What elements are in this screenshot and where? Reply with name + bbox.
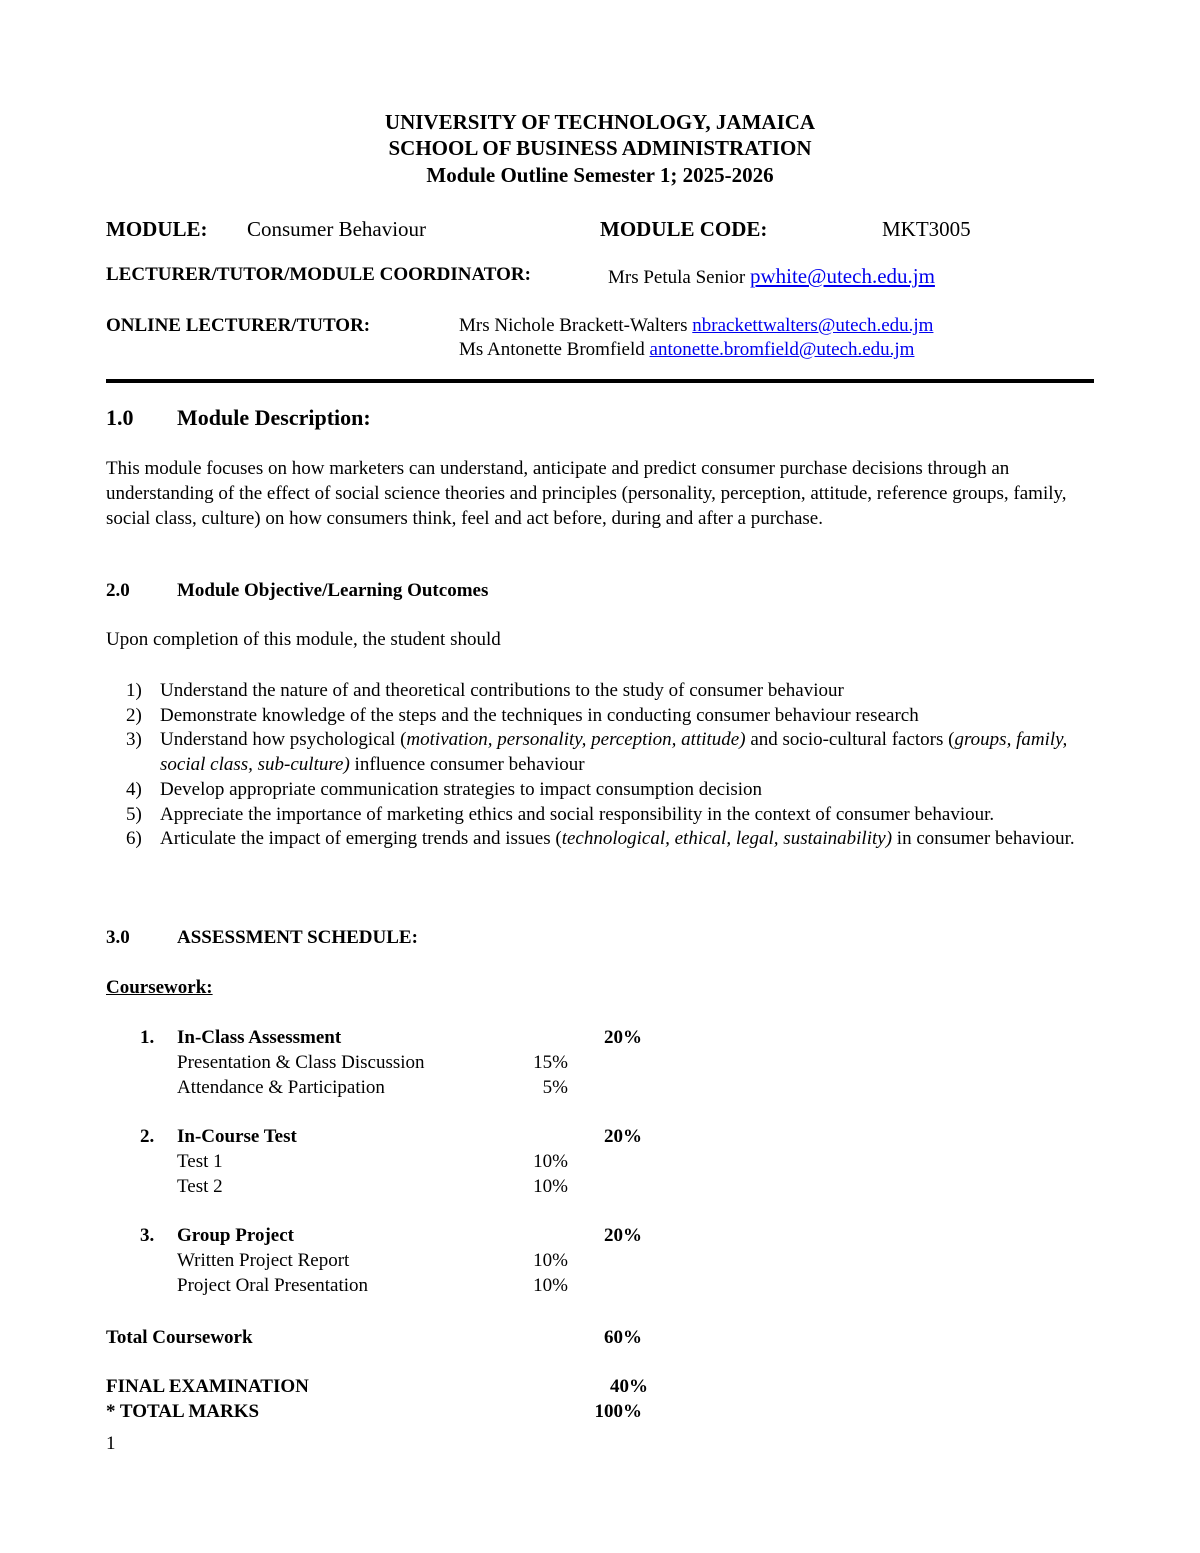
- assessment-item-pct: 10%: [533, 1275, 568, 1296]
- online-tutor-1-name: Mrs Nichole Brackett-Walters: [459, 315, 688, 336]
- module-code-value: MKT3005: [882, 217, 971, 241]
- coordinator-contact: [608, 264, 935, 289]
- assessment-item-pct: 10%: [533, 1176, 568, 1197]
- objective-text-part: and socio-cultural factors (: [745, 729, 955, 751]
- final-exam-label: FINAL EXAMINATION: [106, 1376, 309, 1397]
- objective-item: [106, 778, 1096, 803]
- section3-title: ASSESSMENT SCHEDULE:: [177, 927, 418, 948]
- assessment-item-pct: 15%: [533, 1052, 568, 1073]
- objective-item: [106, 803, 1096, 828]
- school-title: SCHOOL OF BUSINESS ADMINISTRATION: [388, 136, 812, 160]
- objective-text-part: influence consumer behaviour: [349, 754, 585, 776]
- online-tutor-label: ONLINE LECTURER/TUTOR:: [106, 315, 371, 336]
- objective-number: 6): [126, 828, 142, 850]
- coordinator-name: Mrs Petula Senior: [608, 267, 746, 288]
- online-tutor-2-email-link[interactable]: antonette.bromfield@utech.edu.jm: [649, 339, 915, 360]
- page-number: 1: [106, 1433, 116, 1454]
- assessment-group-weight: 20%: [604, 1126, 642, 1147]
- assessment-item-label: Presentation & Class Discussion: [177, 1052, 425, 1073]
- objective-item: [106, 679, 1096, 704]
- section1-title: Module Description:: [177, 405, 371, 430]
- university-title: UNIVERSITY OF TECHNOLOGY, JAMAICA: [384, 110, 816, 134]
- coursework-label: Coursework:: [106, 977, 213, 998]
- objective-text: Demonstrate knowledge of the steps and the techniques in conducting consumer behaviour research: [160, 704, 919, 726]
- assessment-group-title: In-Course Test: [177, 1126, 297, 1147]
- assessment-item-label: Test 2: [177, 1176, 223, 1197]
- assessment-group-number: 3.: [140, 1225, 155, 1246]
- section2-intro: Upon completion of this module, the student should: [106, 629, 501, 650]
- assessment-group-title: In-Class Assessment: [177, 1027, 342, 1048]
- coordinator-email-link[interactable]: pwhite@utech.edu.jm: [749, 264, 935, 288]
- objective-number: 1): [126, 680, 142, 701]
- online-tutor-2: [459, 339, 914, 361]
- objective-text: Understand the nature of and theoretical contributions to the study of consumer behaviour: [160, 680, 844, 701]
- assessment-group-number: 2.: [140, 1126, 155, 1147]
- objective-item: [106, 827, 1096, 852]
- section2-number: 2.0: [106, 580, 130, 601]
- coordinator-label: LECTURER/TUTOR/MODULE COORDINATOR:: [106, 264, 531, 285]
- horizontal-rule: [106, 379, 1094, 383]
- total-coursework-value: 60%: [604, 1327, 642, 1348]
- objective-text-part: in consumer behaviour.: [892, 828, 1075, 850]
- objective-text-italic: technological, ethical, legal, sustainability): [561, 828, 893, 850]
- module-value: Consumer Behaviour: [247, 217, 427, 241]
- objective-number: 3): [126, 729, 142, 751]
- objective-text-italic: motivation, personality, perception, attitude): [406, 729, 746, 751]
- objective-text: Appreciate the importance of marketing ethics and social responsibility in the context of consumer behaviour.: [160, 803, 995, 825]
- total-coursework-label: Total Coursework: [106, 1327, 253, 1348]
- assessment-group-number: 1.: [140, 1027, 155, 1048]
- objective-text: Develop appropriate communication strategies to impact consumption decision: [160, 778, 763, 800]
- assessment-item-label: Attendance & Participation: [177, 1077, 385, 1098]
- assessment-item-label: Project Oral Presentation: [177, 1275, 369, 1296]
- assessment-group-weight: 20%: [604, 1225, 642, 1246]
- module-code-label: MODULE CODE:: [600, 217, 768, 241]
- objectives-list: [106, 679, 1096, 852]
- assessment-item-label: Test 1: [177, 1151, 223, 1172]
- online-tutor-2-name: Ms Antonette Bromfield: [459, 339, 645, 360]
- objective-number: 4): [126, 778, 142, 800]
- objective-item: [106, 704, 1096, 729]
- total-marks-label: * TOTAL MARKS: [106, 1401, 260, 1422]
- section1-body: This module focuses on how marketers can understand, anticipate and predict consumer purchase decisions through an understanding of the effect of social science theories and principles (personality, perception, attitude, reference groups, family, social class, culture) on how consumers think, feel and act before, during and after a purchase.: [106, 458, 1067, 529]
- section2-title: Module Objective/Learning Outcomes: [177, 580, 489, 601]
- objective-text-part: Articulate the impact of emerging trends and issues (: [160, 828, 562, 850]
- objective-number: 5): [126, 803, 142, 825]
- assessment-group-title: Group Project: [177, 1225, 294, 1246]
- assessment-group-weight: 20%: [604, 1027, 642, 1048]
- online-tutor-1-email-link[interactable]: nbrackettwalters@utech.edu.jm: [692, 315, 934, 336]
- online-tutor-1: [459, 315, 933, 337]
- assessment-item-pct: 10%: [533, 1151, 568, 1172]
- assessment-item-pct: 10%: [533, 1250, 568, 1271]
- final-exam-value: 40%: [610, 1376, 648, 1397]
- section3-number: 3.0: [106, 927, 130, 948]
- objective-text-italic: groups, family, social class, sub-culture): [160, 729, 1068, 776]
- assessment-item-label: Written Project Report: [177, 1250, 350, 1271]
- total-marks-value: 100%: [594, 1401, 642, 1422]
- section1-number: 1.0: [106, 405, 134, 430]
- objective-item: [106, 728, 1096, 777]
- objective-number: 2): [126, 704, 142, 726]
- assessment-item-pct: 5%: [542, 1077, 568, 1098]
- module-label: MODULE:: [106, 217, 208, 241]
- objective-text-part: Understand how psychological (: [160, 729, 407, 751]
- outline-title: Module Outline Semester 1; 2025-2026: [426, 163, 774, 187]
